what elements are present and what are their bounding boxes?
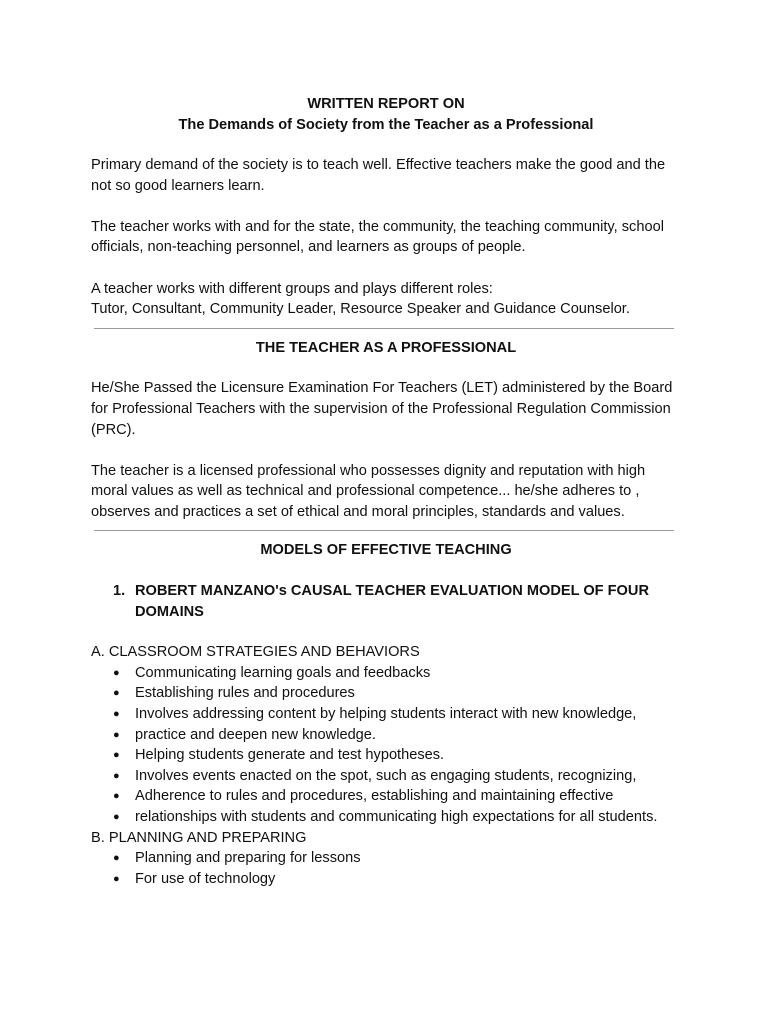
intro-paragraph-3: A teacher works with different groups and plays different roles: <box>91 280 493 297</box>
bullet-icon: ● <box>113 666 120 679</box>
bullet-icon: ● <box>113 707 120 720</box>
list-item-text: Communicating learning goals and feedbacks <box>135 664 431 681</box>
list-item <box>113 683 681 704</box>
list-item-text: For use of technology <box>135 870 276 887</box>
section-divider <box>94 530 674 531</box>
list-item-text: Establishing rules and procedures <box>135 685 355 702</box>
subsection-b-bullet-list <box>91 848 681 889</box>
professional-paragraph-2: The teacher is a licensed professional who possesses dignity and reputation with high moral values as well as technical and professional competence... he/she adheres to , observes and practices a set of ethical and moral principles, standards and values. <box>91 462 646 520</box>
bullet-icon: ● <box>113 790 120 803</box>
bullet-icon: ● <box>113 872 120 885</box>
bullet-icon: ● <box>113 749 120 762</box>
item-number: 1. <box>113 583 126 599</box>
list-item-text: practice and deepen new knowledge. <box>135 726 376 743</box>
list-item-text: Helping students generate and test hypotheses. <box>135 747 445 764</box>
list-item <box>113 786 681 807</box>
list-item <box>113 848 681 869</box>
list-item <box>113 869 681 890</box>
list-item <box>113 745 681 766</box>
list-item <box>113 704 681 725</box>
intro-paragraph-4: Tutor, Consultant, Community Leader, Resource Speaker and Guidance Counselor. <box>91 301 630 318</box>
subsection-b-heading: B. PLANNING AND PREPARING <box>91 829 307 846</box>
list-item-text: Planning and preparing for lessons <box>135 850 361 867</box>
bullet-icon: ● <box>113 728 120 741</box>
document-title-line-2: The Demands of Society from the Teacher as a Professional <box>178 116 594 133</box>
subsection-a-bullet-list <box>91 663 681 828</box>
list-item <box>113 766 681 787</box>
professional-paragraph-1: He/She Passed the Licensure Examination For Teachers (LET) administered by the Board for Professional Teachers with the supervision of the Professional Regulation Commission (PRC). <box>91 380 673 438</box>
bullet-icon: ● <box>113 852 120 865</box>
list-item-text: relationships with students and communicating high expectations for all students. <box>135 808 658 825</box>
document-title-line-1: WRITTEN REPORT ON <box>307 96 465 112</box>
list-item-text: Involves events enacted on the spot, such as engaging students, recognizing, <box>135 767 637 784</box>
document-body <box>91 94 681 889</box>
item-title: ROBERT MANZANO's CAUSAL TEACHER EVALUATION MODEL OF FOUR DOMAINS <box>135 583 649 620</box>
bullet-icon: ● <box>113 769 120 782</box>
section-heading-models: MODELS OF EFFECTIVE TEACHING <box>260 542 512 559</box>
list-item-text: Adherence to rules and procedures, establishing and maintaining effective <box>135 788 614 805</box>
intro-paragraph-1: Primary demand of the society is to teach well. Effective teachers make the good and the not so good learners learn. <box>91 157 666 194</box>
list-item <box>113 807 681 828</box>
section-divider <box>94 328 674 329</box>
bullet-icon: ● <box>113 687 120 700</box>
list-item-text: Involves addressing content by helping students interact with new knowledge, <box>135 705 637 722</box>
list-item <box>113 663 681 684</box>
section-heading-professional: THE TEACHER AS A PROFESSIONAL <box>255 339 517 356</box>
intro-paragraph-2: The teacher works with and for the state, the community, the teaching community, school officials, non-teaching personnel, and learners as groups of people. <box>91 218 664 256</box>
bullet-icon: ● <box>113 810 120 823</box>
subsection-a-heading: A. CLASSROOM STRATEGIES AND BEHAVIORS <box>91 644 420 661</box>
numbered-item-1 <box>113 581 681 622</box>
list-item <box>113 725 681 746</box>
